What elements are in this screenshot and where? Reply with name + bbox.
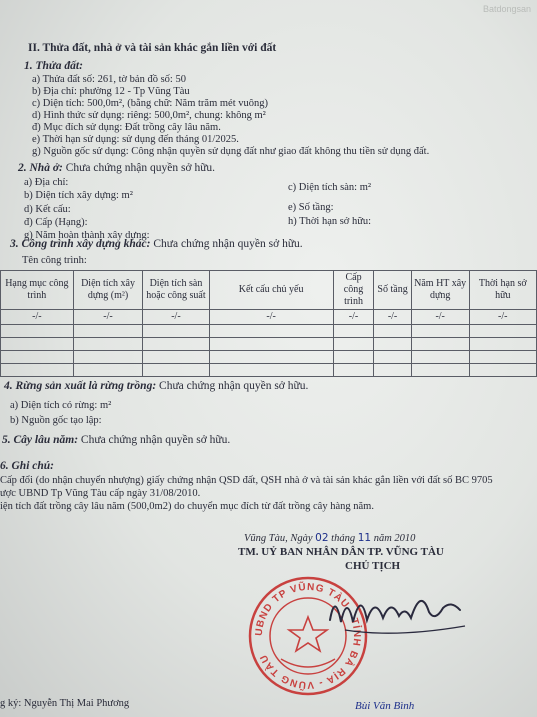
perennial-heading-line	[2, 434, 230, 446]
section-title: II. Thửa đất, nhà ở và tài sản khác gắn liền với đất	[28, 42, 277, 54]
works-status: Chưa chứng nhận quyền sở hữu.	[153, 238, 303, 250]
watermark-logo: Batdongsan	[482, 4, 531, 14]
land-c: c) Diện tích: 500,0m², (bằng chữ: Năm trăm mét vuông)	[32, 98, 268, 109]
seal-text: UBND TP VŨNG TÀU - TỈNH BÀ RỊA - VŨNG TÀU	[253, 581, 363, 691]
notes-line-2: ược UBND Tp Vũng Tàu cấp ngày 31/08/2010.	[0, 488, 201, 499]
forest-a: a) Diện tích có rừng: m²	[10, 400, 112, 411]
house-b: b) Diện tích xây dựng: m²	[24, 190, 133, 201]
land-e: e) Thời hạn sử dụng: sử dụng đến tháng 01/2025.	[32, 134, 239, 145]
table-cell: -/-	[411, 310, 469, 325]
table-row	[1, 351, 537, 364]
table-cell: -/-	[469, 310, 536, 325]
date-month: 11	[357, 532, 372, 544]
sign-title: CHỦ TỊCH	[345, 560, 401, 572]
table-cell: -/-	[333, 310, 374, 325]
forest-heading-line	[4, 380, 308, 392]
handwritten-signature	[325, 582, 475, 652]
table-row	[1, 364, 537, 377]
col-header: Năm HT xây dựng	[411, 271, 469, 310]
bottom-note: g ký: Nguyễn Thị Mai Phương	[0, 698, 130, 709]
house-status: Chưa chứng nhận quyền sở hữu.	[65, 162, 216, 174]
works-table	[0, 270, 537, 377]
signer-name: Bùi Văn Bình	[355, 700, 415, 712]
table-cell: -/-	[143, 310, 209, 325]
forest-heading: 4. Rừng sản xuất là rừng trồng:	[4, 380, 157, 392]
notes-line-3: iện tích đất trồng cây lâu năm (500,0m2) do chuyển mục đích từ đất trồng cây hàng năm.	[0, 501, 374, 512]
perennial-status: Chưa chứng nhận quyền sở hữu.	[80, 434, 231, 446]
house-h: h) Thời hạn sở hữu:	[288, 216, 372, 227]
land-d: d) Hình thức sử dụng: riêng: 500,0m², chung: không m²	[32, 110, 266, 121]
date-prefix: Vũng Tàu, Ngày	[244, 533, 313, 544]
house-e: e) Số tầng:	[288, 202, 334, 213]
sign-date	[244, 532, 415, 544]
col-header: Diện tích sàn hoặc công suất	[143, 271, 209, 310]
table-cell: -/-	[73, 310, 143, 325]
table-row	[1, 310, 537, 325]
col-header: Cấp công trình	[333, 271, 374, 310]
forest-status: Chưa chứng nhận quyền sở hữu.	[159, 380, 309, 392]
land-heading: 1. Thửa đất:	[24, 60, 83, 72]
year-label: năm 2010	[373, 533, 416, 544]
works-heading-line	[10, 238, 303, 250]
land-a: a) Thửa đất số: 261, tờ bản đồ số: 50	[32, 74, 186, 85]
table-cell: -/-	[374, 310, 411, 325]
house-dd: đ) Cấp (Hạng):	[24, 217, 88, 228]
col-header: Thời hạn sở hữu	[469, 271, 536, 310]
table-row	[1, 338, 537, 351]
table-cell: -/-	[1, 310, 74, 325]
works-heading: 3. Công trình xây dựng khác:	[10, 238, 151, 250]
house-a: a) Địa chỉ:	[24, 177, 69, 188]
date-day: 02	[315, 532, 329, 544]
house-c: c) Diện tích sàn: m²	[288, 182, 372, 193]
house-g: g) Năm hoàn thành xây dựng:	[24, 230, 150, 241]
sign-org: TM. UỶ BAN NHÂN DÂN TP. VŨNG TÀU	[238, 546, 444, 558]
col-header: Kết cấu chủ yếu	[209, 271, 333, 310]
land-dd: đ) Mục đích sử dụng: Đất trồng cây lâu năm.	[32, 122, 221, 133]
land-b: b) Địa chỉ: phường 12 - Tp Vũng Tàu	[32, 86, 190, 97]
forest-b: b) Nguồn gốc tạo lập:	[10, 415, 102, 426]
house-heading-line	[18, 162, 215, 174]
table-row	[1, 325, 537, 338]
col-header: Hạng mục công trình	[1, 271, 74, 310]
works-name-label: Tên công trình:	[22, 255, 87, 266]
land-g: g) Nguồn gốc sử dụng: Công nhận quyền sử dụng đất như giao đất không thu tiền sử dụng đất.	[32, 146, 430, 157]
works-table-header	[1, 271, 537, 310]
notes-line-1: Cấp đổi (do nhận chuyển nhượng) giấy chứng nhận QSD đất, QSH nhà ở và tài sản khác gắn liền với đất số BC 9705	[0, 475, 493, 486]
perennial-heading: 5. Cây lâu năm:	[2, 434, 79, 446]
house-heading: 2. Nhà ở:	[18, 162, 63, 174]
table-cell: -/-	[209, 310, 333, 325]
col-header: Số tầng	[374, 271, 411, 310]
notes-heading: 6. Ghi chú:	[0, 460, 54, 472]
month-label: tháng	[331, 533, 356, 544]
col-header: Diện tích xây dựng (m²)	[73, 271, 143, 310]
house-d: d) Kết cấu:	[24, 204, 71, 215]
